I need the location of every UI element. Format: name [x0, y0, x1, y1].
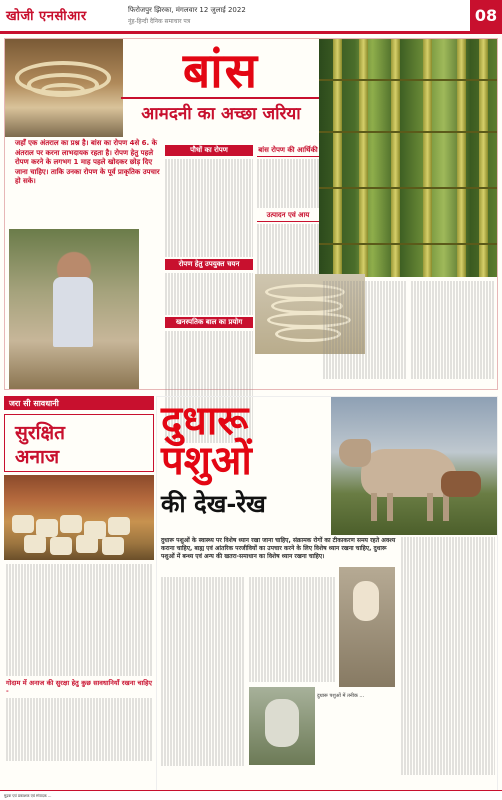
farmer-photo: [9, 229, 139, 389]
masthead: [0, 0, 502, 34]
col1-heading: पौधों का रोपण: [165, 145, 253, 156]
col3b-heading: खनस्पतिक बाल का प्रयोग: [165, 317, 253, 328]
grain-title-line2: अनाज: [15, 446, 60, 468]
dateline: फिरोजपुर झिरका, मंगलवार 12 जुलाई 2022: [128, 6, 246, 14]
cattle-feature: [156, 396, 498, 796]
bamboo-feature: [4, 38, 498, 390]
cattle-col-1: [161, 577, 245, 766]
grain-title-block: [4, 414, 154, 472]
cattle-title-line3: की देख-रेख: [161, 489, 266, 518]
col2-heading: बांस रोपण की आर्थिकी: [257, 145, 319, 157]
bamboo-grove-photo: [319, 39, 497, 277]
cattle-photo-caption: [317, 693, 397, 700]
grain-section-tag: जरा सी सावधानी: [4, 396, 154, 410]
grain-warehouse-photo: [4, 475, 154, 560]
col2b-heading: उत्पादन एवं आय: [257, 210, 319, 222]
cow-portrait-photo: [249, 687, 315, 765]
cattle-intro: दुधारू पशुओं के स्वास्थ्य पर विशेष ध्यान रखा जाना चाहिए, संक्रामक रोगों का टीकाकरण समय रहते अवश्य कराना चाहिए, बाह्य एवं आंतरिक परजीवियों का उपचार करने के लिए विशेष ध्यान रखना चाहिए, दुधारू पशुओं में बन्ध्य एवं अन्य की खतरा-समाधान का विशेष ध्यान रखना चाहिए।: [161, 537, 396, 560]
page-number: 08: [470, 0, 502, 31]
cow-with-calf-photo: [331, 397, 497, 535]
cattle-col-3: [401, 537, 495, 775]
newspaper-logo: खोजी एनसीआर: [6, 9, 87, 24]
cattle-col-2: [249, 577, 335, 682]
bamboo-headline-block: [121, 45, 321, 124]
cattle-caption-text: दुधारू पशुओं में तनीक ...: [317, 693, 365, 699]
grain-title-line1: सुरक्षित: [15, 422, 65, 444]
grain-article: [6, 564, 152, 761]
bamboo-headline: बांस: [182, 43, 260, 99]
masthead-subtitle: नूंह-हिन्दी दैनिक समाचार पत्र: [128, 18, 191, 25]
page-footer: मुद्रक एवं प्रकाशक एवं संपादक ...: [0, 790, 502, 800]
col3-heading: रोपण हेतु उपयुक्त चयन: [165, 259, 253, 270]
cow-face-photo: [339, 567, 395, 687]
bamboo-col-2: [257, 143, 319, 280]
cattle-title-line1: दुधारू: [161, 397, 249, 444]
bamboo-subheadline: आमदनी का अच्छा जरिया: [121, 97, 321, 124]
bamboo-basket-photo: [5, 39, 123, 137]
bamboo-col-3: [323, 281, 407, 379]
grain-subhead: गोदाम में अनाज की सुरक्षा हेतु कुछ सावधानियाँ रखना चाहिए -: [6, 679, 152, 695]
bamboo-intro: जहाँ एक अंतराल का प्रश्न है। बांस का रोपण 4से 6. के अंतराल पर करना लाभदायक रहता है। रोपण हेतु पहले रोपण करने के लगभग 1 माह पहले खोदकर छोड़ दिए जाना चाहिए। ताकि उनका रोपण के पूर्व प्राकृतिक उपचार हो सके।: [15, 139, 160, 185]
cattle-title-line2: पशुओं: [161, 437, 252, 484]
bamboo-col-4: [411, 281, 495, 379]
